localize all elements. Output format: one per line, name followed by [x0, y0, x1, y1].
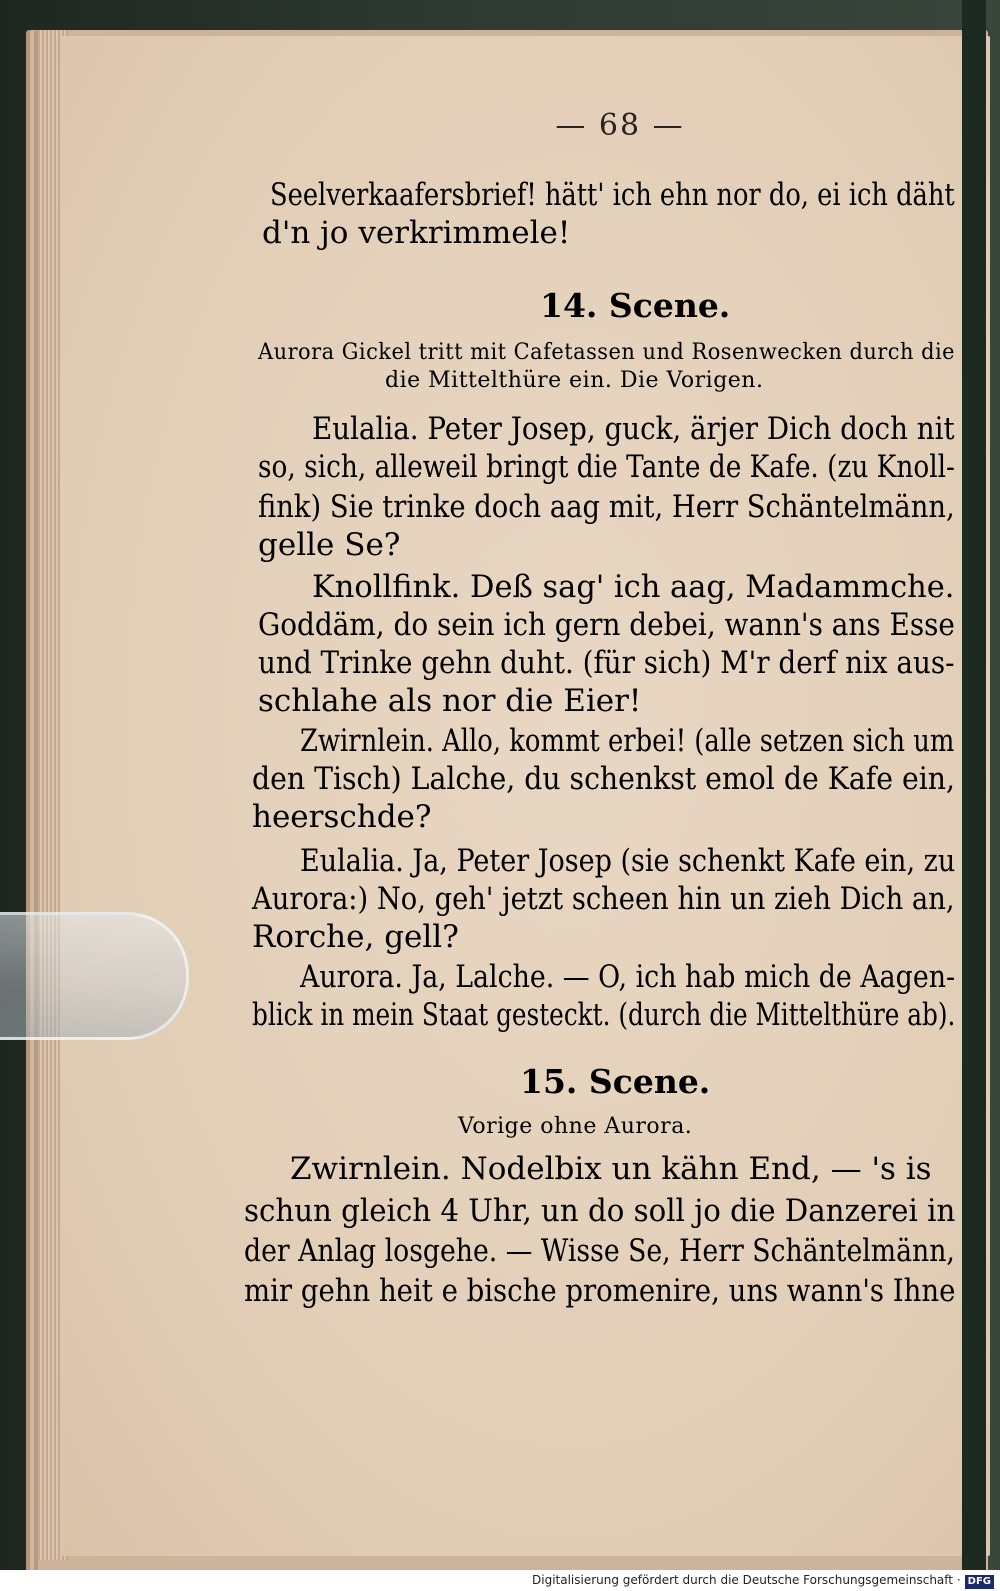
dialog-line: Eulalia. Peter Josep, guck, ärjer Dich doch nit: [312, 411, 955, 447]
dialog-line: schun gleich 4 Uhr, un do soll jo die Danzerei in: [244, 1193, 956, 1229]
dialog-line: den Tisch) Lalche, du schenkst emol de Kafe ein,: [252, 761, 955, 797]
dialog-line: fink) Sie trinke doch aag mit, Herr Schäntelmänn,: [258, 489, 955, 525]
dialog-line: Goddäm, do sein ich gern debei, wann's ans Esse: [258, 607, 955, 643]
page-clamp-holder: [0, 912, 189, 1040]
stage-direction: die Mittelthüre ein. Die Vorigen.: [385, 368, 764, 393]
dialog-line: gelle Se?: [258, 527, 401, 563]
text-line: d'n jo verkrimmele!: [262, 215, 571, 251]
dialog-line: Aurora. Ja, Lalche. — O, ich hab mich de Aagen-: [300, 959, 956, 995]
dialog-line: Zwirnlein. Nodelbix un kähn End, — 's is: [290, 1151, 932, 1187]
page-number: — 68 —: [555, 108, 685, 143]
dialog-line: und Trinke gehn duht. (für sich) M'r derf nix aus-: [258, 645, 955, 681]
text-line: Seelverkaafersbrief! hätt' ich ehn nor do, ei ich däht: [270, 177, 955, 213]
dialog-line: so, sich, alleweil bringt die Tante de Kafe. (zu Knoll-: [258, 449, 955, 485]
dialog-line: heerschde?: [252, 799, 432, 835]
dialog-line: Rorche, gell?: [252, 919, 459, 955]
dialog-line: Eulalia. Ja, Peter Josep (sie schenkt Kafe ein, zu: [300, 843, 956, 879]
scanner-edge: [962, 0, 986, 1591]
stage-direction: Vorige ohne Aurora.: [458, 1114, 693, 1139]
dialog-line: blick in mein Staat gesteckt. (durch die Mittelthüre ab).: [252, 997, 956, 1033]
dfg-logo: DFG: [965, 1575, 994, 1589]
digitization-footer: Digitalisierung gefördert durch die Deutsche Forschungsgemeinschaft · DFG: [0, 1570, 1000, 1591]
stage-direction: Aurora Gickel tritt mit Cafetassen und Rosenwecken durch die: [258, 340, 956, 365]
footer-credit: Digitalisierung gefördert durch die Deutsche Forschungsgemeinschaft: [532, 1573, 954, 1587]
scene-heading-15: 15. Scene.: [520, 1062, 711, 1101]
dialog-line: Knollfink. Deß sag' ich aag, Madammche.: [312, 569, 955, 605]
dialog-line: schlahe als nor die Eier!: [258, 683, 642, 719]
dialog-line: mir gehn heit e bische promenire, uns wann's Ihne: [244, 1273, 956, 1309]
dialog-line: Zwirnlein. Allo, kommt erbei! (alle setzen sich um: [300, 723, 955, 759]
dialog-line: der Anlag losgehe. — Wisse Se, Herr Schäntelmänn,: [244, 1233, 955, 1269]
dialog-line: Aurora:) No, geh' jetzt scheen hin un zieh Dich an,: [252, 881, 955, 917]
scene-heading-14: 14. Scene.: [540, 286, 731, 325]
